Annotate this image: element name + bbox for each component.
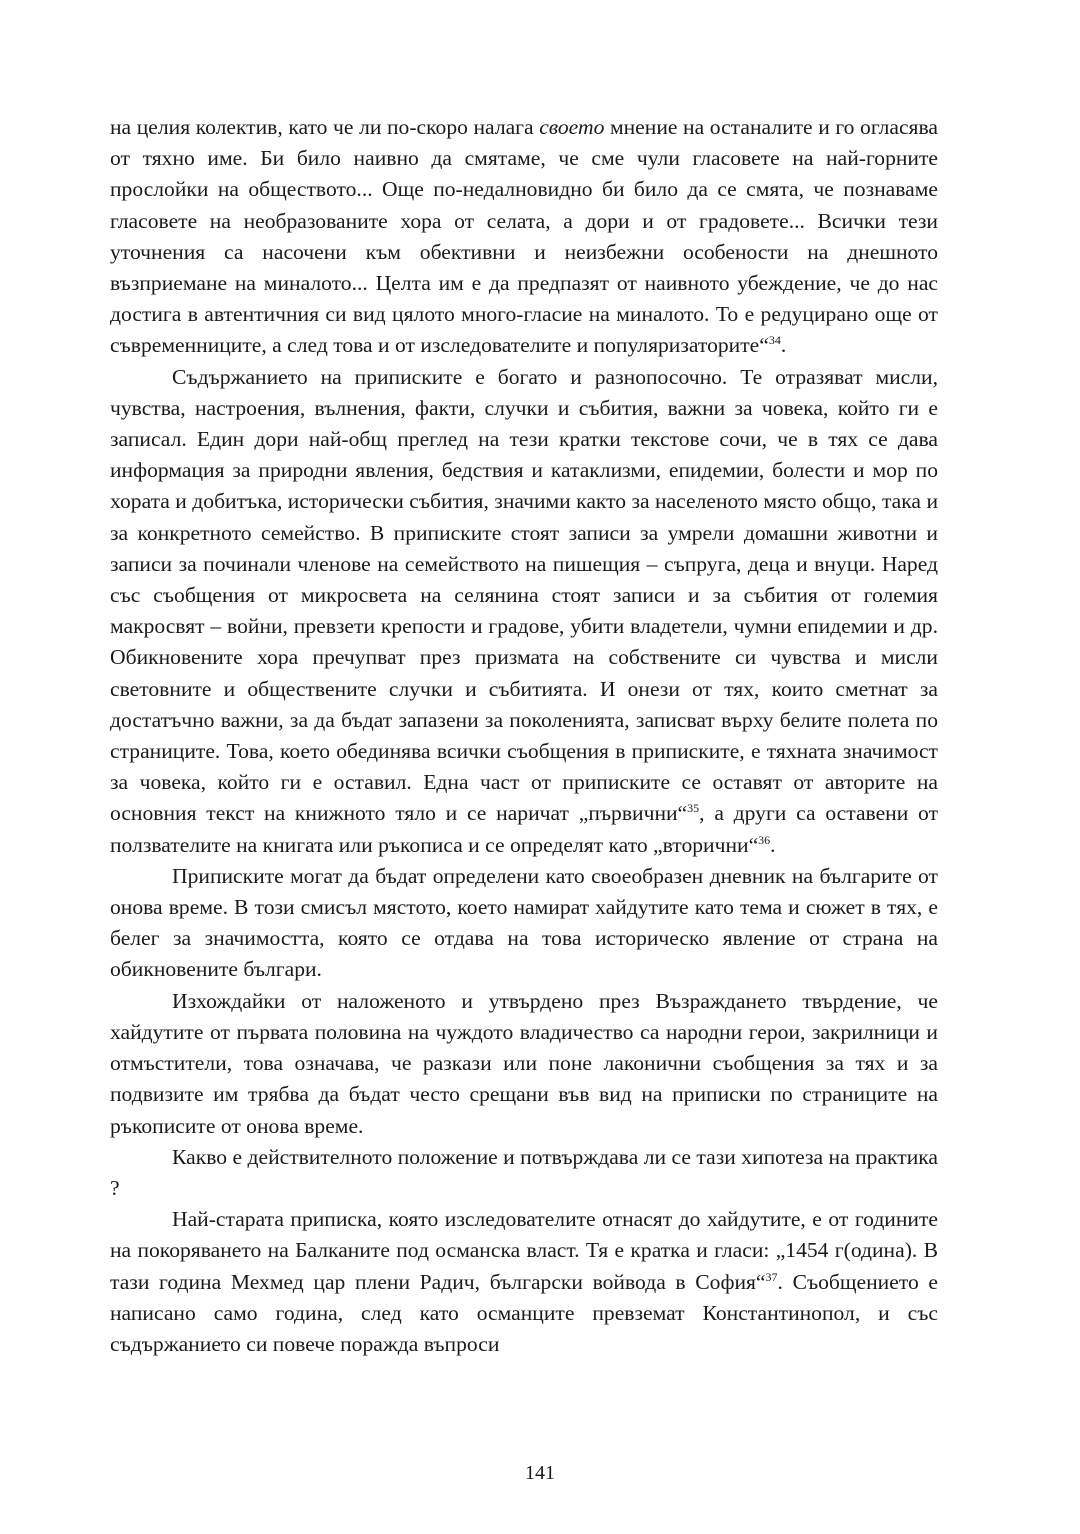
page-body	[110, 112, 938, 1360]
paragraph-1	[110, 112, 938, 362]
paragraph-2-text-b: , а други са оставени от ползвателите на книгата или ръкописа и се определят като „вторични“	[110, 801, 938, 857]
paragraph-2-text-a: Съдържанието на приписките е богато и разнопосочно. Те отразяват мисли, чувства, настроения, вълнения, факти, случки и събития, важни за човека, който ги е записал. Един дори най-общ преглед на тези кратки текстове сочи, че в тях се дава информация за природни явления, бедствия и катаклизми, епидемии, болести и мор по хората и добитъка, исторически събития, значими както за населеното място общо, така и за конкретното семейство. В приписките стоят записи за умрели домашни животни и записи за починали членове на семейството на пишещия – съпруга, деца и внуци. Наред със съобщения от микросвета на селянина стоят записи и за събития от големия макросвят – войни, превзети крепости и градове, убити владетели, чумни епидемии и др. Обикновените хора пречупват през призмата на собствените си чувства и мисли световните и обществените случки и събитията. И онези от тях, които сметнат за достатъчно важни, за да бъдат запазени за поколенията, записват върху белите полета по страниците. Това, което обединява всички съобщения в приписките, е тяхната значимост за човека, който ги е оставил. Една част от приписките се оставят от авторите на основния текст на книжното тяло и се наричат „първични“	[110, 364, 938, 826]
paragraph-1-text-a: на целия колектив, като че ли по-скоро налага	[110, 115, 540, 139]
paragraph-6-text-a: Най-старата приписка, която изследователите отнасят до хайдутите, е от годините на покоряването на Балканите под османска власт. Тя е кратка и гласи: „1454 г(одина). В тази година Мехмед цар плени Радич, български войвода в София“	[110, 1207, 938, 1294]
paragraph-1-text-b: мнение на останалите и го огласява от тяхно име. Би било наивно да смятаме, че сме чули гласовете на най-горните прослойки на обществото... Още по-недалновидно би било да се смята, че познаваме гласовете на необразованите хора от селата, а дори и от градовете... Всички тези уточнения са насочени към обективни и неизбежни особености на днешното възприемане на миналото... Целта им е да предпазят от наивното убеждение, че до нас достига в автентичния си вид цялото много-гласие на миналото. То е редуцирано още от съвременниците, а след това и от изследователите и популяризаторите“	[110, 115, 938, 358]
footnote-ref-37[interactable]: 37	[765, 1269, 778, 1284]
footnote-ref-35[interactable]: 35	[687, 801, 700, 816]
footnote-ref-36[interactable]: 36	[758, 832, 771, 847]
paragraph-2-end: .	[770, 832, 776, 857]
page-number: 141	[525, 1462, 555, 1484]
paragraph-6	[110, 1204, 938, 1360]
paragraph-3: Приписките могат да бъдат определени като своеобразен дневник на българите от онова време. В този смисъл мястото, което намират хайдутите като тема и сюжет в тях, е белег за значимостта, която се отдава на това историческо явление от страна на обикновените българи.	[110, 863, 938, 982]
footnote-ref-34[interactable]: 34	[768, 333, 781, 348]
paragraph-1-end: .	[780, 333, 787, 358]
paragraph-2	[110, 362, 938, 861]
paragraph-5: Какво е действителното положение и потвърждава ли се тази хипотеза на практика ?	[110, 1144, 938, 1200]
paragraph-1-emphasis: своето	[539, 115, 605, 139]
paragraph-4: Изхождайки от наложеното и утвърдено през Възраждането твърдение, че хайдутите от първата половина на чуждото владичество са народни герои, закрилници и отмъстители, това означава, че разкази или поне лаконични съобщения за тях и за подвизите им трябва да бъдат често срещани във вид на приписки по страниците на ръкописите от онова време.	[110, 988, 938, 1138]
paragraph-6-text-b: . Съобщението е написано само година, след като османците превземат Константинопол, и със съдържанието си повече поражда въпроси	[110, 1269, 938, 1356]
